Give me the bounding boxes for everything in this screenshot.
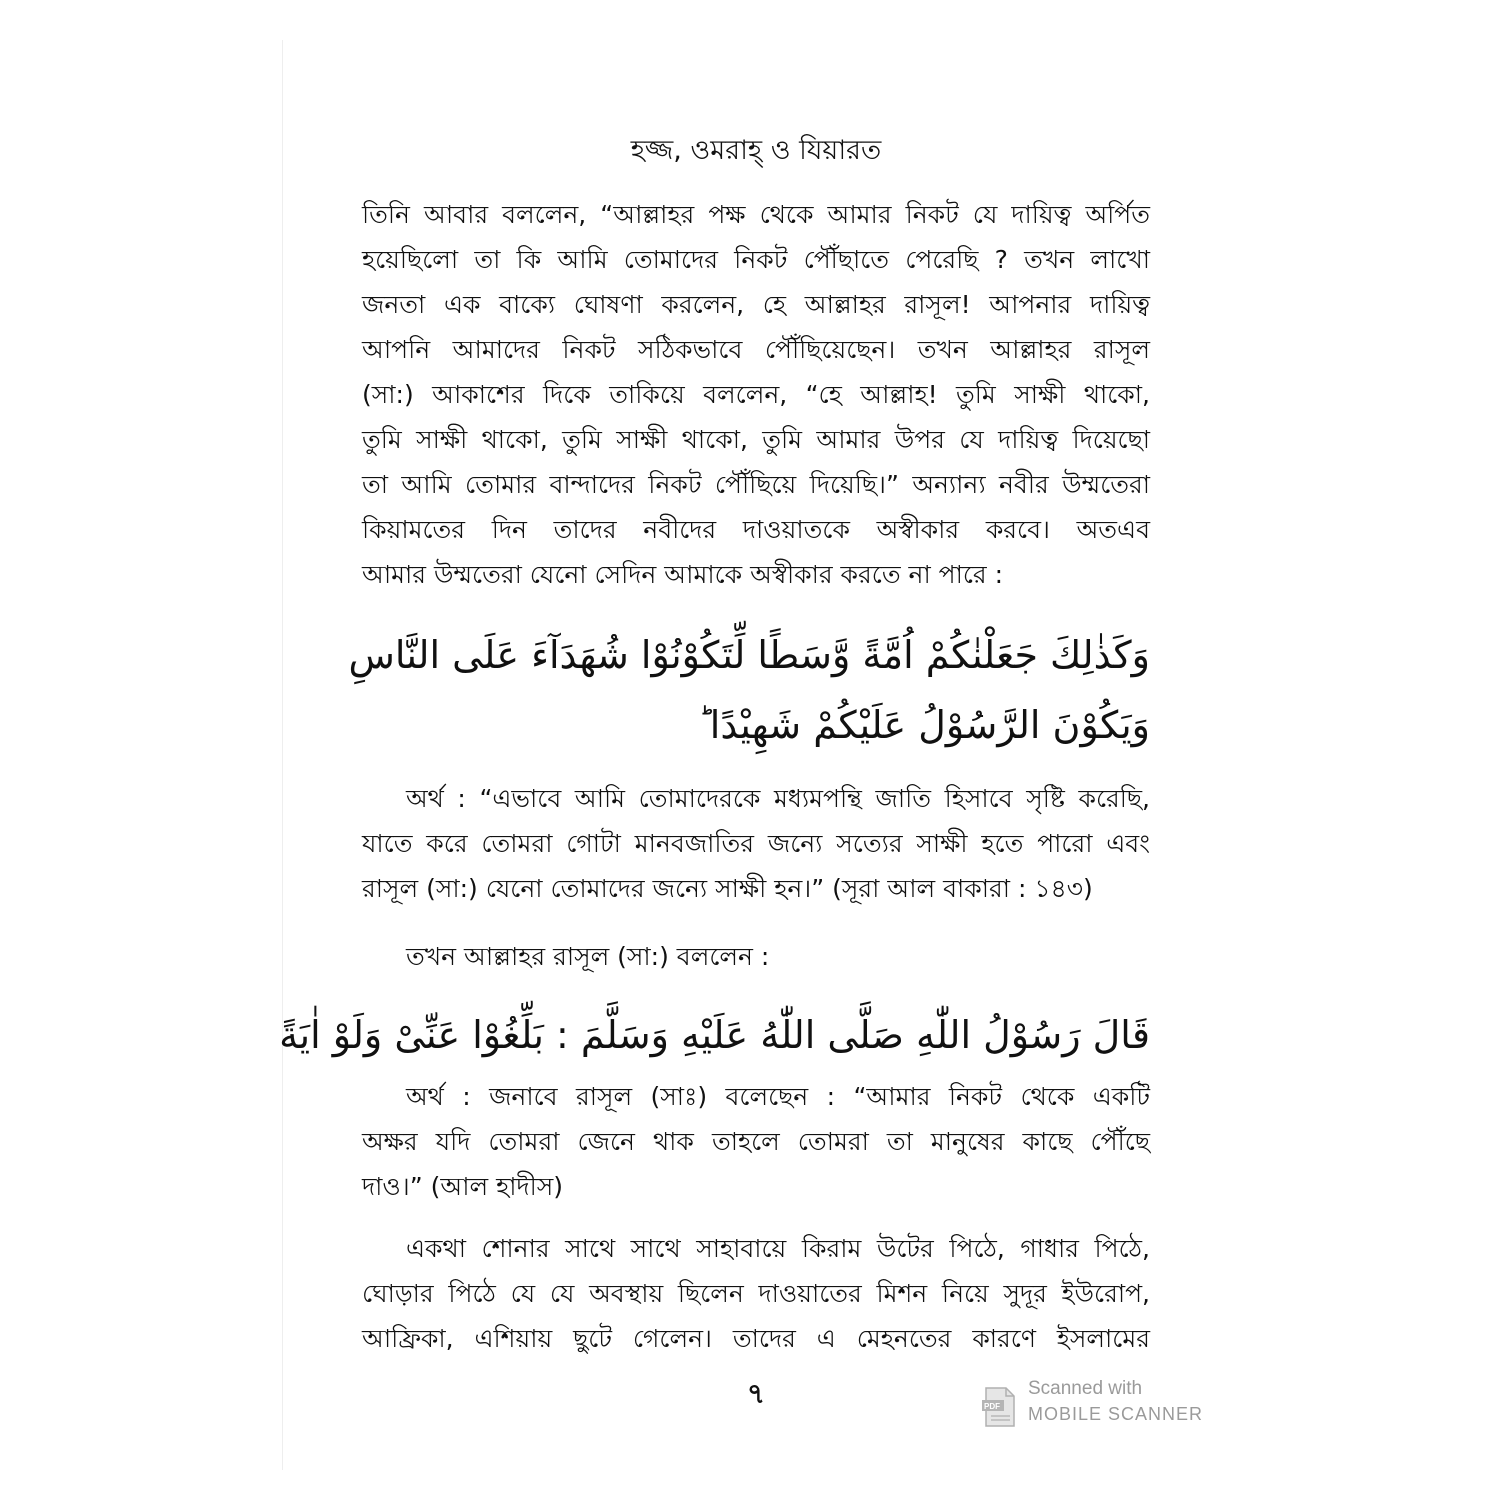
text-line: অর্থ : জনাবে রাসূল (সাঃ) বলেছেন : “আমার নিকট থেকে একটি: [406, 1082, 1150, 1111]
text-line: একথা শোনার সাথে সাথে সাহাবায়ে কিরাম উটের পিঠে, গাধার পিঠে,: [406, 1234, 1150, 1263]
text-line: তিনি আবার বললেন, “আল্লাহর পক্ষ থেকে আমার নিকট যে দায়িত্ব অর্পিত: [362, 200, 1150, 229]
text-line: অক্ষর যদি তোমরা জেনে থাক তাহলে তোমরা তা মানুষের কাছে পৌঁছে: [362, 1127, 1150, 1156]
arabic-line: قَالَ رَسُوْلُ اللّٰهِ صَلَّى اللّٰهُ عَلَيْهِ وَسَلَّمَ : بَلِّغُوْا عَنِّىْ وَلَوْ اٰيَةً: [279, 1013, 1150, 1057]
translation-2: [362, 1074, 1150, 1209]
watermark-line-2: MOBILE SCANNER: [1028, 1404, 1204, 1424]
text-line: আমার উম্মতেরা যেনো সেদিন আমাকে অস্বীকার করতে না পারে :: [362, 560, 1004, 589]
text-line: আপনি আমাদের নিকট সঠিকভাবে পৌঁছিয়েছেন। তখন আল্লাহর রাসূল: [362, 335, 1150, 364]
text-line: যাতে করে তোমরা গোটা মানবজাতির জন্যে সত্যের সাক্ষী হতে পারো এবং: [362, 829, 1150, 858]
text-line: জনতা এক বাক্যে ঘোষণা করলেন, হে আল্লাহর রাসূল! আপনার দায়িত্ব: [362, 290, 1150, 319]
translation-1: [362, 776, 1150, 911]
text-line: তা আমি তোমার বান্দাদের নিকট পৌঁছিয়ে দিয়েছি।” অন্যান্য নবীর উম্মতেরা: [362, 470, 1150, 499]
hadith-arabic: [279, 1000, 1150, 1070]
paragraph-1: [362, 192, 1150, 597]
text-line: (সা:) আকাশের দিকে তাকিয়ে বললেন, “হে আল্লাহ! তুমি সাক্ষী থাকো,: [362, 380, 1150, 409]
text-line: তুমি সাক্ষী থাকো, তুমি সাক্ষী থাকো, তুমি আমার উপর যে দায়িত্ব দিয়েছো: [362, 425, 1150, 454]
text-line: হয়েছিলো তা কি আমি তোমাদের নিকট পৌঁছাতে পেরেছি ? তখন লাখো: [362, 245, 1150, 274]
arabic-line: وَكَذٰلِكَ جَعَلْنٰكُمْ اُمَّةً وَّسَطًا لِّتَكُوْنُوْا شُهَدَآءَ عَلَى النَّاسِ: [348, 633, 1150, 677]
text-line: দাও।” (আল হাদীস): [362, 1172, 564, 1201]
running-header: হজ্জ, ওমরাহ্ ও যিয়ারত: [630, 135, 882, 166]
scanner-watermark: [982, 1378, 1204, 1438]
pdf-file-icon: [982, 1386, 1016, 1428]
text-line: কিয়ামতের দিন তাদের নবীদের দাওয়াতকে অস্বীকার করবে। অতএব: [362, 515, 1150, 544]
watermark-line-1: Scanned with: [1028, 1378, 1143, 1399]
text-line: ঘোড়ার পিঠে যে যে অবস্থায় ছিলেন দাওয়াতের মিশন নিয়ে সুদূর ইউরোপ,: [362, 1279, 1150, 1308]
arabic-line: وَيَكُوْنَ الرَّسُوْلُ عَلَيْكُمْ شَهِيْدًا ؕ: [697, 703, 1150, 747]
quran-verse: [330, 620, 1150, 760]
page-number: ৭: [746, 1377, 766, 1410]
text-line: অর্থ : “এভাবে আমি তোমাদেরকে মধ্যমপন্থি জাতি হিসাবে সৃষ্টি করেছি,: [406, 784, 1150, 813]
text-line: রাসূল (সা:) যেনো তোমাদের জন্যে সাক্ষী হন।” (সূরা আল বাকারা : ১৪৩): [362, 874, 1093, 903]
paragraph-2: [362, 1226, 1150, 1361]
intro-2: [362, 934, 1150, 979]
svg-text:PDF: PDF: [984, 1402, 1000, 1411]
page-edge-shadow: [282, 40, 283, 1470]
text-line: আফ্রিকা, এশিয়ায় ছুটে গেলেন। তাদের এ মেহনতের কারণে ইসলামের: [362, 1324, 1150, 1353]
text-line: তখন আল্লাহর রাসূল (সা:) বললেন :: [406, 942, 770, 971]
